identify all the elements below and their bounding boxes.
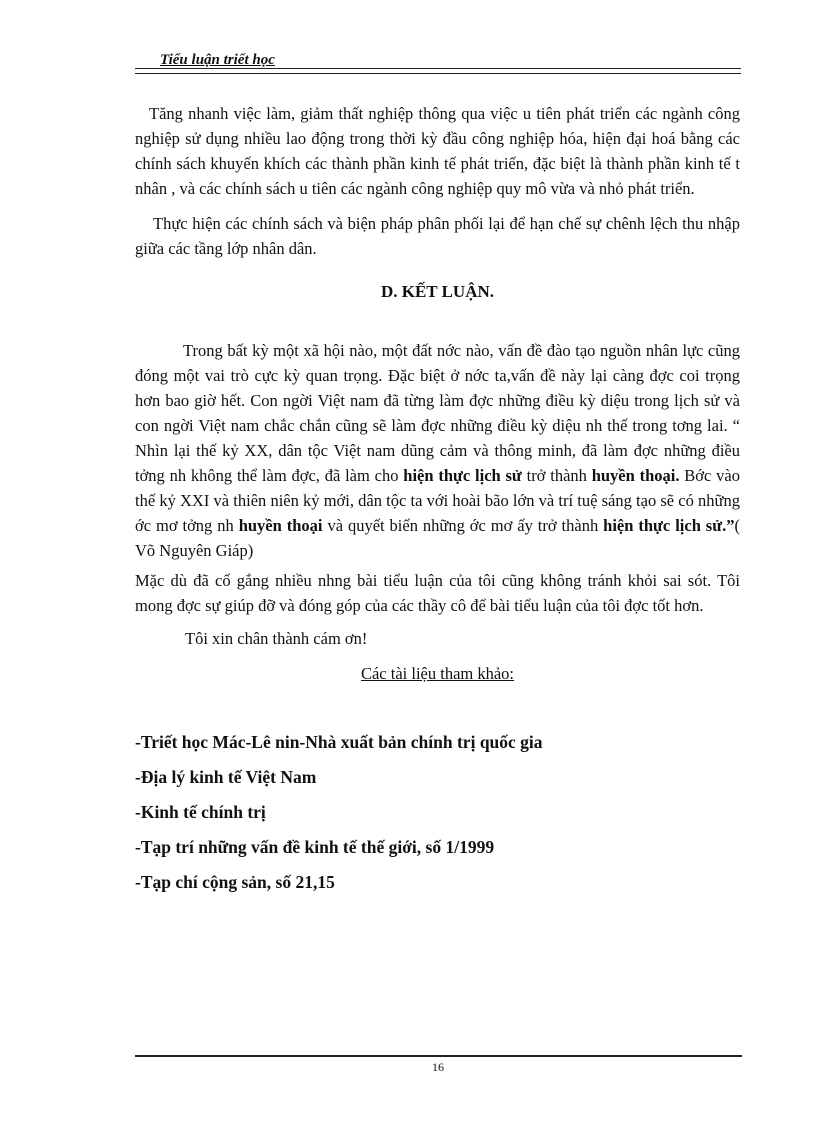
reference-item: -Địa lý kinh tế Việt Nam bbox=[135, 767, 317, 787]
header-title: Tiểu luận triết học bbox=[160, 52, 275, 68]
paragraph-conclusion bbox=[135, 338, 740, 563]
references-list bbox=[135, 725, 740, 900]
reference-item: -Triết học Mác-Lê nin-Nhà xuất bản chính trị quốc gia bbox=[135, 732, 543, 752]
conclusion-text-1: Trong bất kỳ một xã hội nào, một đất nớc nào, vấn đề đào tạo nguồn nhân lực cũng đóng một vai trò cực kỳ quan trọng. Đặc biệt ở nớc ta,vấn đề này lại càng đợc coi trọng hơn bao giờ hết. Con ngời Việt nam đã từng làm đợc những điều kỳ diệu trong lịch sử và con ngời Việt nam chắc chắn cũng sẽ làm đợc những điều kỳ diệu nh thế trong tơng lai. “ Nhìn lại thế kỷ XX, dân tộc Việt nam dũng cảm và thông minh, đã làm đợc những điều tởng nh không thể làm đợc, đã làm cho bbox=[135, 341, 740, 485]
paragraph-thanks: Tôi xin chân thành cám ơn! bbox=[185, 629, 368, 648]
conclusion-text-3: Bớc vào thế kỷ XXI và thiên niên kỷ mới, dân tộc ta với hoài bão lớn và trí tuệ sáng tạo sẽ có những ớc mơ tởng nh bbox=[135, 466, 740, 535]
references-title: Các tài liệu tham khảo: bbox=[360, 664, 515, 683]
paragraph-employment: Tăng nhanh việc làm, giảm thất nghiệp thông qua việc u tiên phát triển các ngành công nghiệp sử dụng nhiều lao động trong thời kỳ đầu công nghiệp hóa, hiện đại hoá bằng các chính sách khuyến khích các thành phần kinh tế phát triển, đặc biệt là thành phần kinh tế t nhân , và các chính sách u tiên các ngành công nghiệp quy mô vừa và nhỏ phát triển. bbox=[135, 104, 740, 198]
header-double-rule bbox=[135, 68, 741, 74]
conclusion-bold-2: huyền thoại. bbox=[591, 466, 680, 485]
conclusion-bold-1: hiện thực lịch sử bbox=[403, 466, 522, 485]
reference-item: -Tạp trí những vấn đề kinh tế thế giới, số 1/1999 bbox=[135, 837, 495, 857]
footer-rule bbox=[135, 1055, 742, 1057]
section-heading-conclusion: D. KẾT LUẬN. bbox=[380, 282, 495, 301]
page-number: 16 bbox=[432, 1060, 444, 1074]
conclusion-citation: ( Võ Nguyên Giáp) bbox=[135, 516, 741, 560]
reference-item: -Kinh tế chính trị bbox=[135, 802, 266, 822]
paragraph-income-policy: Thực hiện các chính sách và biện pháp phân phối lại để hạn chế sự chênh lệch thu nhập giữa các tầng lớp nhân dân. bbox=[135, 214, 740, 258]
page-content bbox=[135, 101, 740, 900]
reference-item: -Tạp chí cộng sản, số 21,15 bbox=[135, 872, 335, 892]
paragraph-apology: Mặc dù đã cố gắng nhiều nhng bài tiểu luận của tôi cũng không tránh khỏi sai sót. Tôi mong đợc sự giúp đỡ và đóng góp của các thầy cô để bài tiểu luận của tôi đợc tốt hơn. bbox=[135, 571, 740, 615]
conclusion-bold-4: hiện thực lịch sử.” bbox=[603, 516, 735, 535]
conclusion-text-2: trở thành bbox=[521, 466, 592, 485]
conclusion-text-4: và quyết biến những ớc mơ ấy trở thành bbox=[322, 516, 604, 535]
conclusion-bold-3: huyền thoại bbox=[238, 516, 323, 535]
